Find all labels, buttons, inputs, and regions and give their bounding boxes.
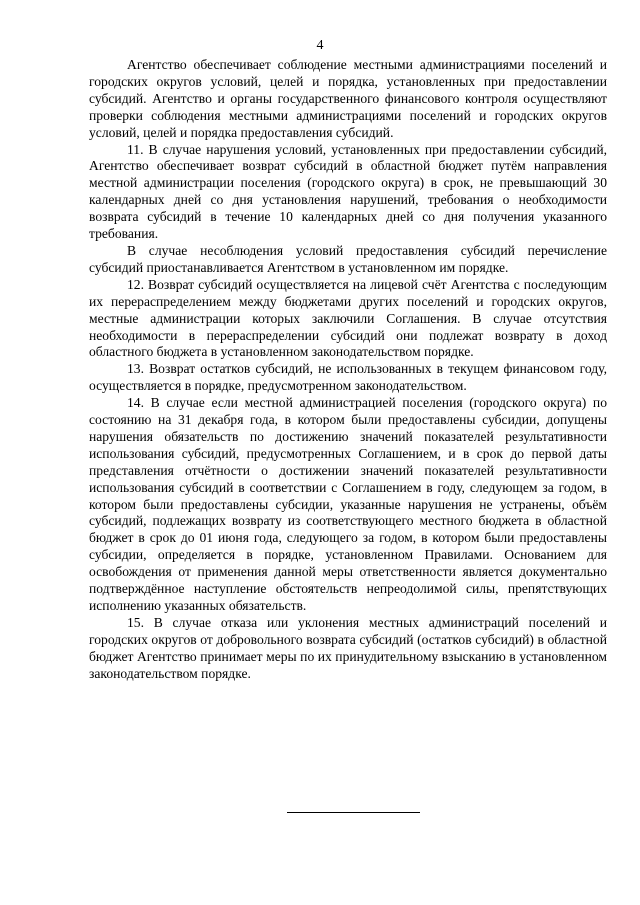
paragraph-agency-control: Агентство обеспечивает соблюдение местными администрациями поселений и городских округов условий, целей и порядка, установленных при предоставлении субсидий. Агентство и органы государственного финансового контроля осуществляют проверки соблюдения местными администрациями поселений и городских округов условий, целей и порядка предоставления субсидий. — [89, 57, 607, 140]
paragraph-12: 12. Возврат субсидий осуществляется на лицевой счёт Агентства с последующим их перераспределением между бюджетами других поселений и городских округов, местные администрации которых заключили Соглашения. В случае отсутствия необходимости в перераспределении субсидий они подлежат возврату в доход областного бюджета в установленном законодательством порядке. — [89, 276, 607, 360]
paragraph-13: 13. Возврат остатков субсидий, не использованных в текущем финансовом году, осуществляется в порядке, предусмотренном законодательством. — [89, 361, 607, 394]
closing-rule — [287, 812, 420, 813]
paragraph-14: 14. В случае если местной администрацией поселения (городского округа) по состоянию на 31 декабря года, в котором были предоставлены субсидии, допущены нарушения обязательств по достижению значений показателей результативности использования субсидий, предусмотренных Соглашением, и в срок до первой даты представления отчётности о достижении значений показателей результативности использования субсидий в соответствии с Соглашением в году, следующем за годом, в котором были предоставлены субсидии, указанные нарушения не устранены, объём субсидий, подлежащих возврату из соответствующего местного бюджета в областной бюджет в срок до 01 июня года, следующего за годом, в котором были предоставлены субсидии, определяется в порядке, установленном Правилами. Основанием для освобождения от применения данной меры ответственности является документально подтверждённое наступление обстоятельств непреодолимой силы, препятствующих исполнению указанных обязательств. — [89, 395, 607, 613]
page-number: 4 — [316, 38, 324, 53]
paragraph-11: 11. В случае нарушения условий, установленных при предоставлении субсидий, Агентство обеспечивает возврат субсидий в областной бюджет путём направления местной администрации поселения (городского округа) в срок, не превышающий 30 календарных дней со дня установления нарушений, требования о необходимости возврата субсидий в течение 10 календарных дней со дня получения указанного требования. — [89, 141, 607, 242]
paragraph-15: 15. В случае отказа или уклонения местных администраций поселений и городских округов от добровольного возврата субсидий (остатков субсидий) в областной бюджет Агентство принимает меры по их принудительному взысканию в установленном законодательством порядке. — [89, 614, 607, 681]
document-body — [89, 57, 607, 683]
paragraph-suspension: В случае несоблюдения условий предоставления субсидий перечисление субсидий приостанавливается Агентством в установленном им порядке. — [89, 242, 607, 275]
